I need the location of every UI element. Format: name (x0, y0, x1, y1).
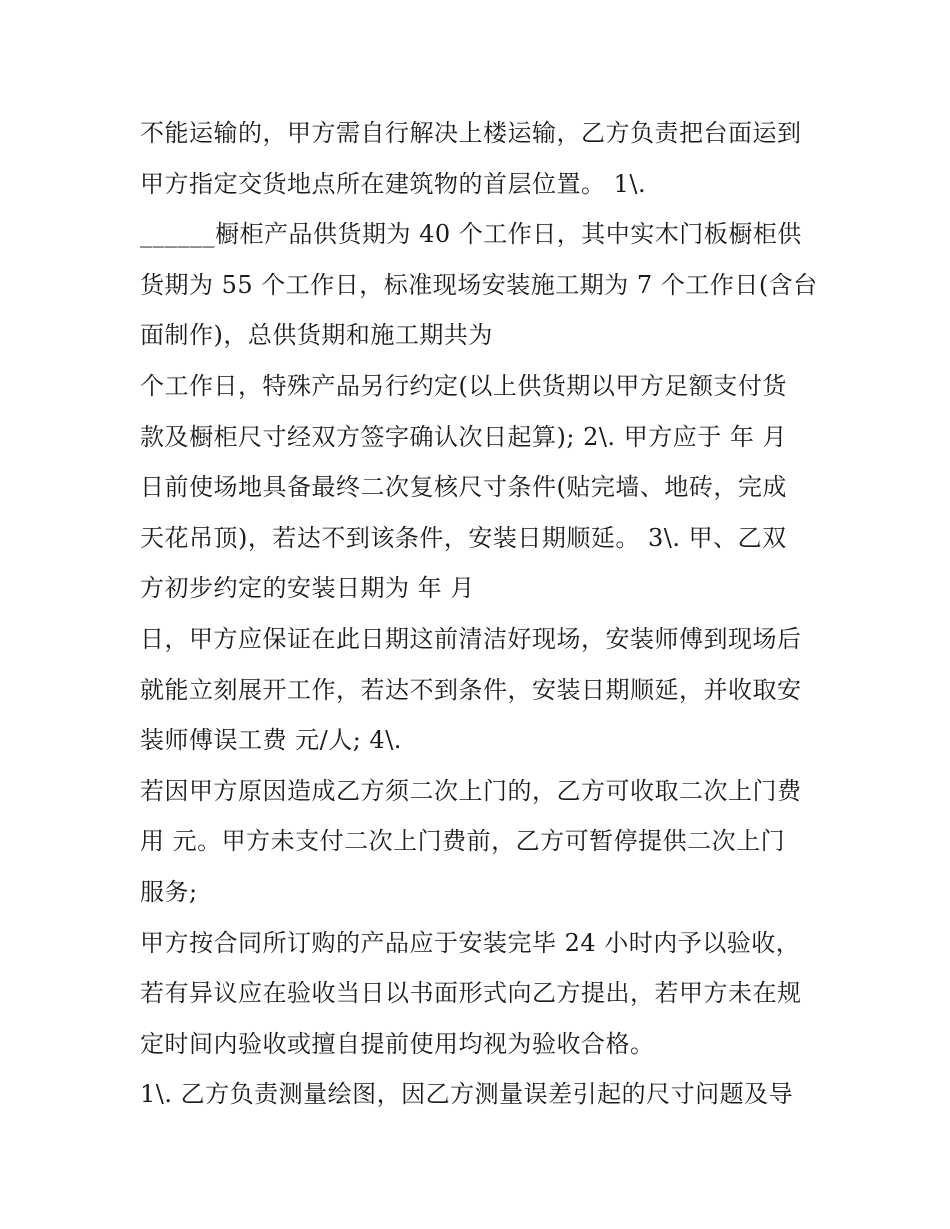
text-line: 面制作)，总供货期和施工期共为 (140, 321, 493, 350)
text-line: 甲方按合同所订购的产品应于安装完毕 24 小时内予以验收， (140, 928, 801, 957)
text-line: ______橱柜产品供货期为 40 个工作日，其中实木门板橱柜供 (140, 220, 802, 249)
text-line: 款及橱柜尺寸经双方签字确认次日起算); 2\. 甲方应于 年 月 (140, 422, 787, 451)
text-line: 个工作日，特殊产品另行约定(以上供货期以甲方足额支付货 (140, 371, 787, 400)
text-line: 日，甲方应保证在此日期这前清洁好现场，安装师傅到现场后 (140, 624, 802, 653)
text-line: 方初步约定的安装日期为 年 月 (140, 574, 475, 603)
text-line: 用 元。甲方未支付二次上门费前，乙方可暂停提供二次上门 (140, 827, 786, 856)
text-line: 1\. 乙方负责测量绘图，因乙方测量误差引起的尺寸问题及导 (140, 1080, 794, 1109)
contract-body-text (140, 108, 820, 1120)
text-line: 天花吊顶)，若达不到该条件，安装日期顺延。 3\. 甲、乙双 (140, 523, 787, 552)
text-line: 甲方指定交货地点所在建筑物的首层位置。 1\. (140, 169, 647, 198)
text-line: 服务; (140, 877, 198, 906)
text-line: 定时间内验收或擅自提前使用均视为验收合格。 (140, 1029, 655, 1058)
text-line: 日前使场地具备最终二次复核尺寸条件(贴完墙、地砖，完成 (140, 473, 787, 502)
text-line: 就能立刻展开工作，若达不到条件，安装日期顺延，并收取安 (140, 675, 802, 704)
text-line: 货期为 55 个工作日，标准现场安装施工期为 7 个工作日(含台 (140, 270, 818, 299)
text-line: 若有异议应在验收当日以书面形式向乙方提出，若甲方未在规 (140, 979, 802, 1008)
text-line: 装师傅误工费 元/人; 4\. (140, 726, 402, 755)
text-line: 不能运输的，甲方需自行解决上楼运输，乙方负责把台面运到 (140, 119, 802, 147)
text-line: 若因甲方原因造成乙方须二次上门的，乙方可收取二次上门费 (140, 776, 802, 805)
